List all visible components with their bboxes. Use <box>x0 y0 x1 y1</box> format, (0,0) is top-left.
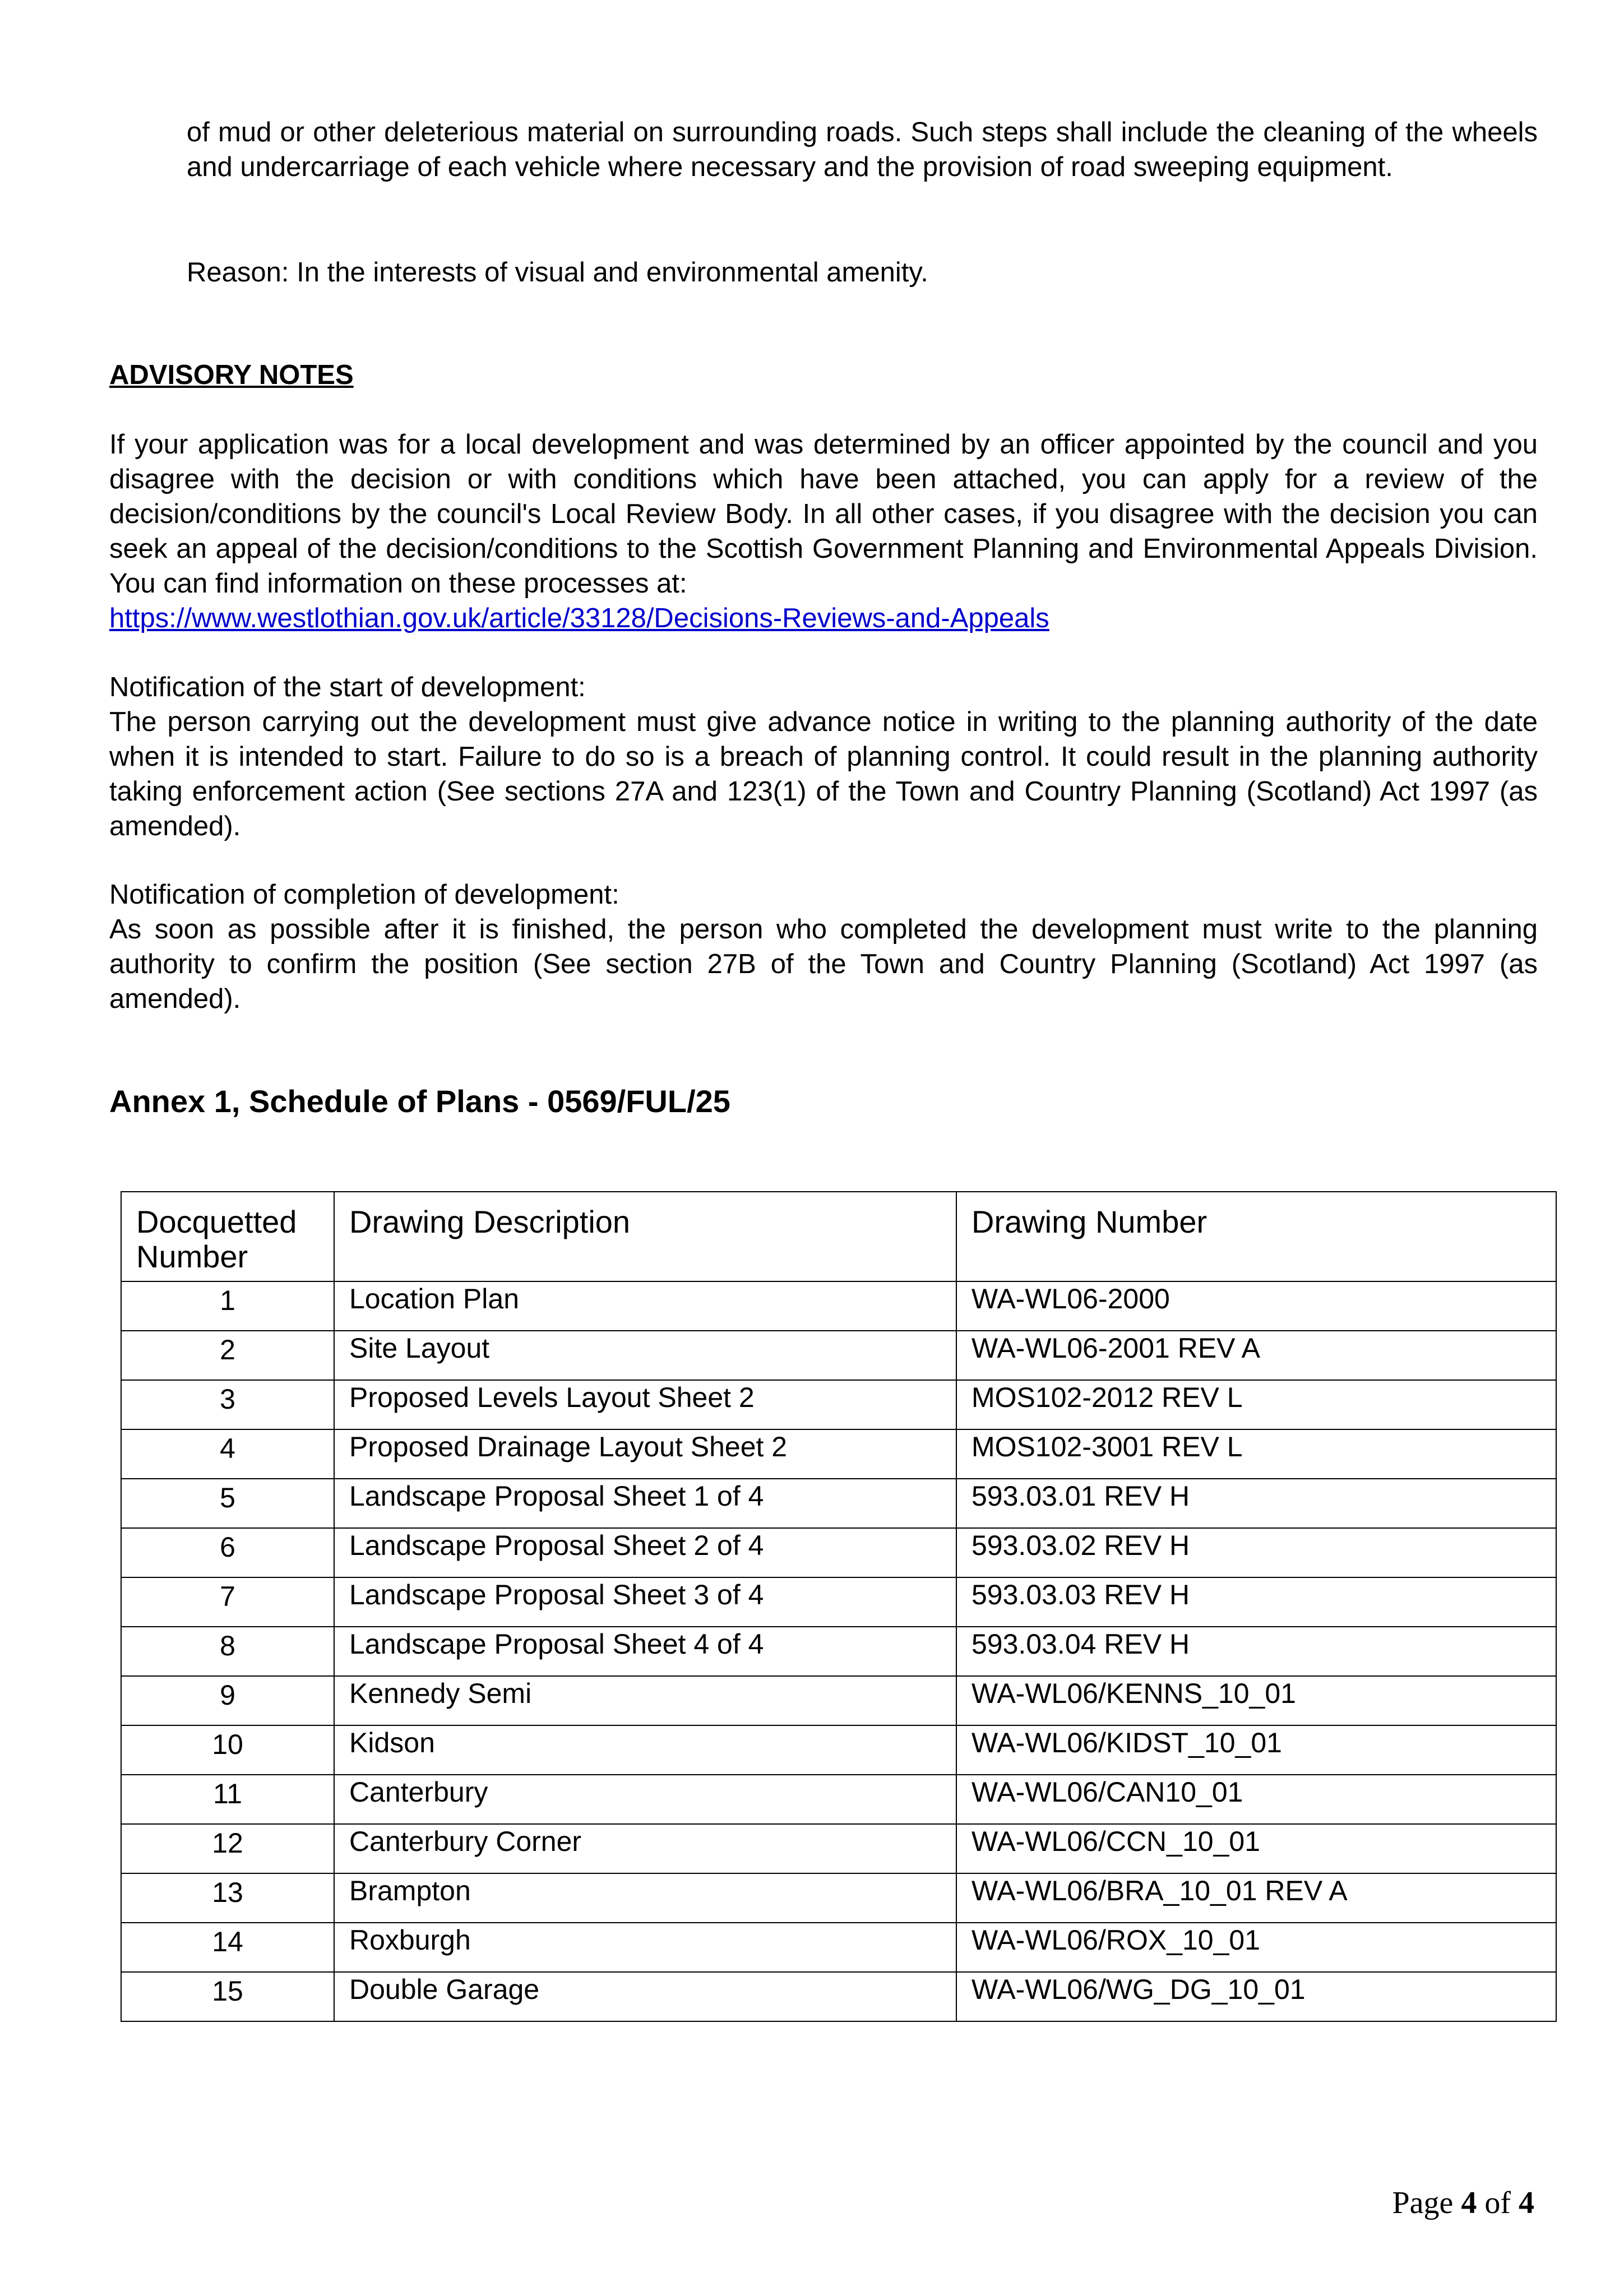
drawing-number-cell: WA-WL06-2001 REV A <box>956 1331 1556 1380</box>
drawing-number-cell: WA-WL06/WG_DG_10_01 <box>956 1972 1556 2021</box>
docquetted-number-cell: 5 <box>121 1479 334 1528</box>
start-notification-block <box>109 670 1538 844</box>
completion-notification-block <box>109 877 1538 1016</box>
start-notification-heading: Notification of the start of development: <box>109 672 586 702</box>
drawing-number-cell: 593.03.03 REV H <box>956 1577 1556 1627</box>
docquetted-number-cell: 8 <box>121 1627 334 1676</box>
docquetted-number-cell: 3 <box>121 1380 334 1429</box>
drawing-description-cell: Kidson <box>334 1725 956 1775</box>
table-row <box>121 1873 1556 1923</box>
docquetted-number-cell: 10 <box>121 1725 334 1775</box>
table-row <box>121 1824 1556 1873</box>
drawing-description-cell: Landscape Proposal Sheet 1 of 4 <box>334 1479 956 1528</box>
review-appeal-text: If your application was for a local development and was determined by an officer appointed by the council and you disagree with the decision or with conditions which have been attached, you can apply for a review of the decision/conditions by the council's Local Review Body. In all other cases, if you disagree with the decision you can seek an appeal of the decision/conditions to the Scottish Government Planning and Environmental Appeals Division. You can find information on these processes at: <box>109 429 1538 599</box>
drawing-number-cell: MOS102-3001 REV L <box>956 1429 1556 1479</box>
schedule-of-plans-table <box>121 1191 1557 2022</box>
drawing-description-cell: Proposed Drainage Layout Sheet 2 <box>334 1429 956 1479</box>
table-row <box>121 1331 1556 1380</box>
docquetted-number-cell: 14 <box>121 1923 334 1972</box>
completion-notification-heading: Notification of completion of development: <box>109 879 619 910</box>
docquetted-number-cell: 12 <box>121 1824 334 1873</box>
drawing-description-cell: Canterbury Corner <box>334 1824 956 1873</box>
docquetted-number-cell: 9 <box>121 1676 334 1725</box>
docquetted-number-cell: 7 <box>121 1577 334 1627</box>
table-row <box>121 1528 1556 1577</box>
condition-continuation: of mud or other deleterious material on surrounding roads. Such steps shall include the cleaning of the wheels and undercarriage of each vehicle where necessary and the provision of road sweeping equipment. <box>187 117 1538 182</box>
docquetted-number-cell: 6 <box>121 1528 334 1577</box>
drawing-number-cell: WA-WL06-2000 <box>956 1281 1556 1331</box>
annex-title: Annex 1, Schedule of Plans - 0569/FUL/25 <box>109 1084 730 1119</box>
table-row <box>121 1380 1556 1429</box>
drawing-description-cell: Kennedy Semi <box>334 1676 956 1725</box>
page-total: 4 <box>1519 2186 1534 2220</box>
docquetted-number-cell: 1 <box>121 1281 334 1331</box>
docquetted-number-cell: 11 <box>121 1775 334 1824</box>
table-row <box>121 1479 1556 1528</box>
table-header-row <box>121 1192 1556 1281</box>
drawing-description-cell: Proposed Levels Layout Sheet 2 <box>334 1380 956 1429</box>
drawing-description-cell: Landscape Proposal Sheet 2 of 4 <box>334 1528 956 1577</box>
table-row <box>121 1627 1556 1676</box>
table-row <box>121 1577 1556 1627</box>
drawing-description-cell: Canterbury <box>334 1775 956 1824</box>
column-header-docquetted-number: Docquetted Number <box>121 1192 334 1281</box>
drawing-number-cell: 593.03.01 REV H <box>956 1479 1556 1528</box>
drawing-description-cell: Roxburgh <box>334 1923 956 1972</box>
table-row <box>121 1281 1556 1331</box>
drawing-description-cell: Landscape Proposal Sheet 3 of 4 <box>334 1577 956 1627</box>
page-number-footer <box>1392 2183 1534 2223</box>
review-appeal-paragraph <box>109 427 1538 636</box>
drawing-number-cell: WA-WL06/CAN10_01 <box>956 1775 1556 1824</box>
drawing-number-cell: WA-WL06/ROX_10_01 <box>956 1923 1556 1972</box>
decisions-reviews-appeals-link[interactable]: https://www.westlothian.gov.uk/article/33128/Decisions-Reviews-and-Appeals <box>109 603 1049 633</box>
table-row <box>121 1676 1556 1725</box>
completion-notification-text: As soon as possible after it is finished, the person who completed the development must write to the planning authority to confirm the position (See section 27B of the Town and Country Planning (Scotland) Act 1997 (as amended). <box>109 914 1538 1014</box>
table-row <box>121 1775 1556 1824</box>
docquetted-number-cell: 15 <box>121 1972 334 2021</box>
page-current: 4 <box>1461 2186 1477 2220</box>
drawing-description-cell: Site Layout <box>334 1331 956 1380</box>
table-row <box>121 1923 1556 1972</box>
drawing-description-cell: Landscape Proposal Sheet 4 of 4 <box>334 1627 956 1676</box>
drawing-number-cell: WA-WL06/KIDST_10_01 <box>956 1725 1556 1775</box>
docquetted-number-cell: 2 <box>121 1331 334 1380</box>
drawing-number-cell: WA-WL06/CCN_10_01 <box>956 1824 1556 1873</box>
drawing-number-cell: 593.03.02 REV H <box>956 1528 1556 1577</box>
drawing-description-cell: Brampton <box>334 1873 956 1923</box>
drawing-description-cell: Location Plan <box>334 1281 956 1331</box>
page-label: Page <box>1392 2186 1454 2220</box>
drawing-number-cell: 593.03.04 REV H <box>956 1627 1556 1676</box>
table-row <box>121 1429 1556 1479</box>
condition-reason: Reason: In the interests of visual and environmental amenity. <box>187 257 928 288</box>
of-label: of <box>1484 2186 1511 2220</box>
docquetted-number-cell: 13 <box>121 1873 334 1923</box>
advisory-notes-heading: ADVISORY NOTES <box>109 360 354 390</box>
start-notification-text: The person carrying out the development must give advance notice in writing to the planning authority of the date when it is intended to start. Failure to do so is a breach of planning control. It could result in the planning authority taking enforcement action (See sections 27A and 123(1) of the Town and Country Planning (Scotland) Act 1997 (as amended). <box>109 707 1538 841</box>
drawing-number-cell: WA-WL06/BRA_10_01 REV A <box>956 1873 1556 1923</box>
table-row <box>121 1725 1556 1775</box>
drawing-number-cell: WA-WL06/KENNS_10_01 <box>956 1676 1556 1725</box>
drawing-description-cell: Double Garage <box>334 1972 956 2021</box>
column-header-drawing-description: Drawing Description <box>334 1192 956 1281</box>
drawing-number-cell: MOS102-2012 REV L <box>956 1380 1556 1429</box>
column-header-drawing-number: Drawing Number <box>956 1192 1556 1281</box>
table-row <box>121 1972 1556 2021</box>
docquetted-number-cell: 4 <box>121 1429 334 1479</box>
